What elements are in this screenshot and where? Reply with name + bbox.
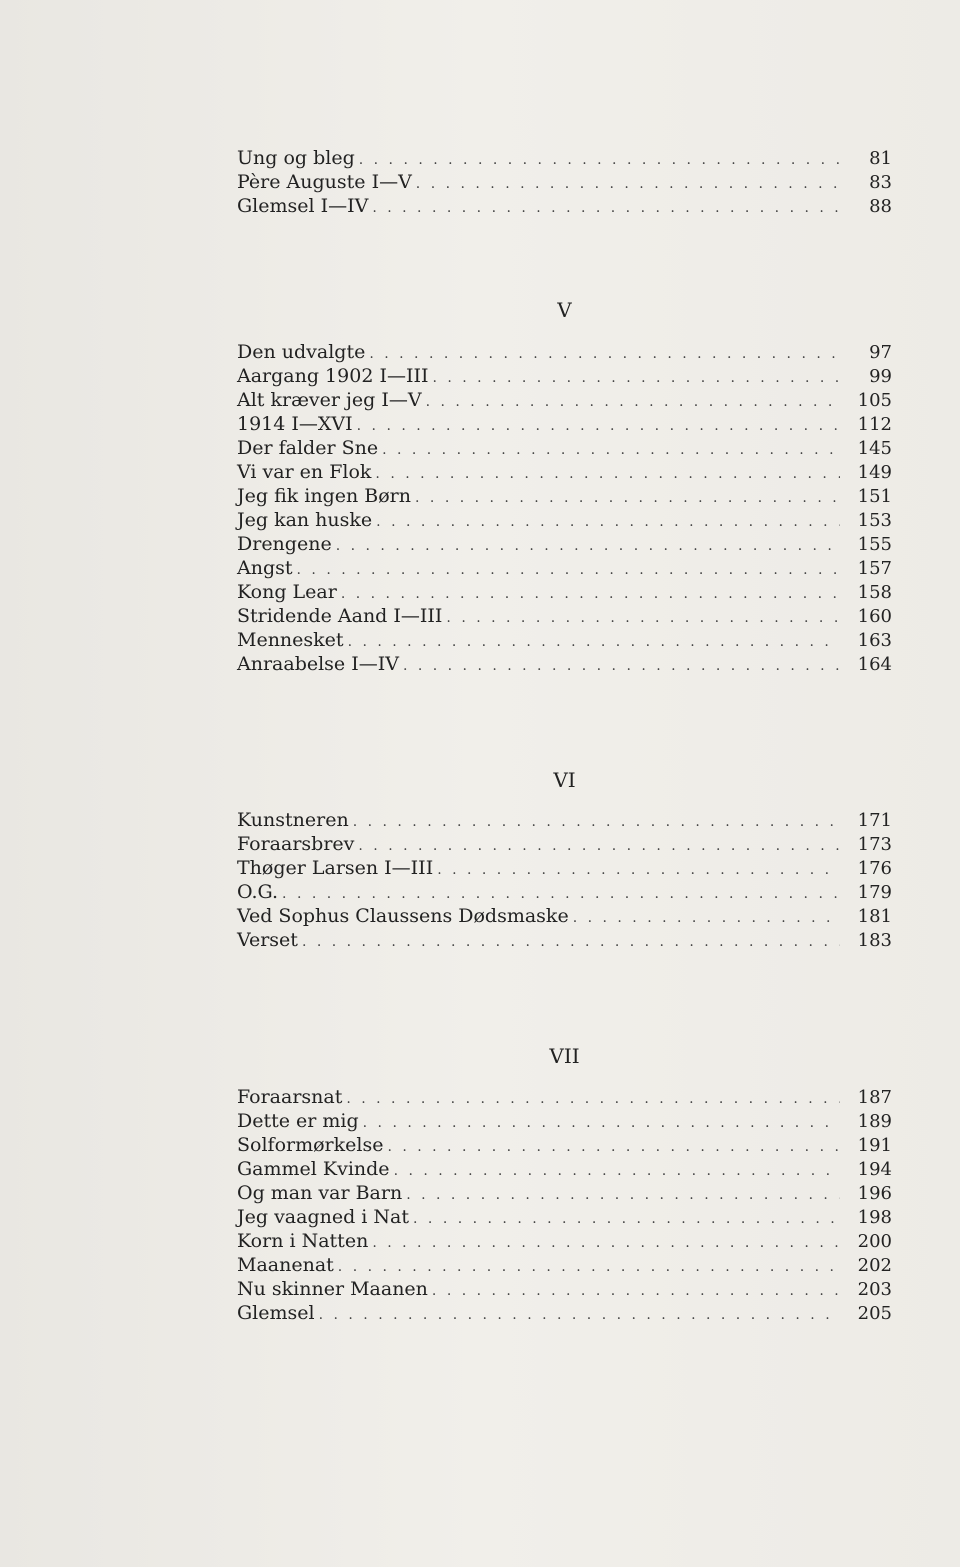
entry-page-number: 164: [857, 654, 892, 675]
toc-entry: [237, 194, 892, 218]
entry-title: Kong Lear: [237, 581, 337, 603]
toc-section-vi: [237, 808, 892, 952]
toc-entry: [237, 856, 892, 880]
entry-title: Ung og bleg: [237, 147, 355, 169]
entry-title: Gammel Kvinde: [237, 1158, 390, 1180]
toc-entry: [237, 604, 892, 628]
entry-title: Glemsel: [237, 1302, 315, 1324]
entry-title: Den udvalgte: [237, 341, 366, 363]
toc-entry: [237, 832, 892, 856]
dot-leader: [369, 342, 840, 366]
dot-leader: [302, 930, 840, 954]
entry-title: Aargang 1902 I—III: [237, 365, 429, 387]
toc-entry: [237, 556, 892, 580]
entry-page-number: 187: [857, 1087, 892, 1108]
toc-entry: [237, 436, 892, 460]
toc-entry: [237, 484, 892, 508]
entry-page-number: 145: [857, 438, 892, 459]
toc-entry: [237, 880, 892, 904]
toc-entry: [237, 928, 892, 952]
entry-title: Verset: [237, 929, 298, 951]
dot-leader: [446, 606, 840, 630]
entry-page-number: 149: [857, 462, 892, 483]
dot-leader: [375, 462, 840, 486]
toc-entry: [237, 170, 892, 194]
entry-page-number: 83: [869, 172, 892, 193]
entry-page-number: 198: [857, 1207, 892, 1228]
entry-title: O.G.: [237, 881, 279, 903]
dot-leader: [372, 196, 840, 220]
dot-leader: [416, 172, 840, 196]
entry-title: Og man var Barn: [237, 1182, 403, 1204]
dot-leader: [432, 1279, 840, 1303]
entry-page-number: 202: [857, 1255, 892, 1276]
entry-page-number: 196: [857, 1183, 892, 1204]
dot-leader: [359, 148, 840, 172]
entry-page-number: 191: [857, 1135, 892, 1156]
entry-title: Dette er mig: [237, 1110, 359, 1132]
dot-leader: [353, 810, 840, 834]
toc-entry: [237, 652, 892, 676]
dot-leader: [341, 582, 840, 606]
entry-page-number: 153: [857, 510, 892, 531]
entry-page-number: 88: [869, 196, 892, 217]
entry-page-number: 151: [857, 486, 892, 507]
entry-title: Jeg fik ingen Børn: [237, 485, 412, 507]
entry-title: Glemsel I—IV: [237, 195, 369, 217]
dot-leader: [346, 1087, 840, 1111]
entry-page-number: 176: [857, 858, 892, 879]
dot-leader: [387, 1135, 840, 1159]
toc-entry: [237, 340, 892, 364]
entry-title: Anraabelse I—IV: [237, 653, 399, 675]
dot-leader: [319, 1303, 840, 1327]
entry-title: Angst: [237, 557, 293, 579]
entry-page-number: 171: [857, 810, 892, 831]
entry-title: Foraarsbrev: [237, 833, 355, 855]
dot-leader: [437, 858, 840, 882]
toc-entry: [237, 1109, 892, 1133]
entry-page-number: 105: [857, 390, 892, 411]
toc-entry: [237, 1301, 892, 1325]
entry-page-number: 158: [857, 582, 892, 603]
entry-title: Alt kræver jeg I—V: [237, 389, 422, 411]
dot-leader: [357, 414, 840, 438]
toc-entry: [237, 808, 892, 832]
entry-page-number: 157: [857, 558, 892, 579]
toc-entry: [237, 460, 892, 484]
entry-page-number: 160: [857, 606, 892, 627]
entry-page-number: 155: [857, 534, 892, 555]
entry-title: Jeg kan huske: [237, 509, 373, 531]
dot-leader: [372, 1231, 840, 1255]
dot-leader: [282, 882, 840, 906]
toc-entry: [237, 532, 892, 556]
entry-page-number: 194: [857, 1159, 892, 1180]
dot-leader: [394, 1159, 840, 1183]
entry-page-number: 179: [857, 882, 892, 903]
dot-leader: [363, 1111, 840, 1135]
entry-page-number: 189: [857, 1111, 892, 1132]
dot-leader: [338, 1255, 840, 1279]
entry-title: Foraarsnat: [237, 1086, 343, 1108]
section-heading: V: [557, 298, 572, 322]
entry-page-number: 81: [869, 148, 892, 169]
toc-entry: [237, 904, 892, 928]
dot-leader: [432, 366, 840, 390]
entry-title: Père Auguste I—V: [237, 171, 412, 193]
dot-leader: [573, 906, 840, 930]
entry-title: Maanenat: [237, 1254, 334, 1276]
dot-leader: [413, 1207, 840, 1231]
toc-entry: [237, 364, 892, 388]
entry-title: Mennesket: [237, 629, 344, 651]
dot-leader: [382, 438, 840, 462]
entry-page-number: 205: [857, 1303, 892, 1324]
entry-title: Nu skinner Maanen: [237, 1278, 428, 1300]
entry-title: Korn i Natten: [237, 1230, 369, 1252]
toc-section-v: [237, 340, 892, 676]
toc-entry: [237, 1181, 892, 1205]
dot-leader: [376, 510, 840, 534]
toc-entry: [237, 146, 892, 170]
toc-section-continued: [237, 146, 892, 218]
toc-entry: [237, 1205, 892, 1229]
toc-entry: [237, 412, 892, 436]
entry-page-number: 183: [857, 930, 892, 951]
entry-page-number: 163: [857, 630, 892, 651]
entry-page-number: 99: [869, 366, 892, 387]
entry-title: Kunstneren: [237, 809, 349, 831]
toc-entry: [237, 1133, 892, 1157]
dot-leader: [358, 834, 840, 858]
dot-leader: [297, 558, 840, 582]
toc-section-vii: [237, 1085, 892, 1325]
entry-title: Der falder Sne: [237, 437, 379, 459]
toc-entry: [237, 628, 892, 652]
toc-entry: [237, 580, 892, 604]
toc-entry: [237, 388, 892, 412]
toc-entry: [237, 508, 892, 532]
section-heading: VII: [549, 1044, 580, 1068]
toc-entry: [237, 1277, 892, 1301]
entry-page-number: 203: [857, 1279, 892, 1300]
toc-entry: [237, 1085, 892, 1109]
toc-entry: [237, 1229, 892, 1253]
entry-title: Ved Sophus Claussens Dødsmaske: [237, 905, 569, 927]
toc-entry: [237, 1157, 892, 1181]
entry-page-number: 112: [857, 414, 892, 435]
entry-title: Jeg vaagned i Nat: [237, 1206, 410, 1228]
dot-leader: [336, 534, 840, 558]
entry-title: Solformørkelse: [237, 1134, 384, 1156]
dot-leader: [415, 486, 840, 510]
entry-title: Drengene: [237, 533, 332, 555]
entry-page-number: 173: [857, 834, 892, 855]
entry-page-number: 200: [857, 1231, 892, 1252]
entry-page-number: 181: [857, 906, 892, 927]
entry-title: Vi var en Flok: [237, 461, 372, 483]
entry-page-number: 97: [869, 342, 892, 363]
entry-title: Stridende Aand I—III: [237, 605, 443, 627]
dot-leader: [348, 630, 840, 654]
dot-leader: [406, 1183, 840, 1207]
entry-title: 1914 I—XVI: [237, 413, 353, 435]
section-heading: VI: [553, 768, 576, 792]
dot-leader: [403, 654, 840, 678]
dot-leader: [426, 390, 840, 414]
toc-entry: [237, 1253, 892, 1277]
entry-title: Thøger Larsen I—III: [237, 857, 434, 879]
